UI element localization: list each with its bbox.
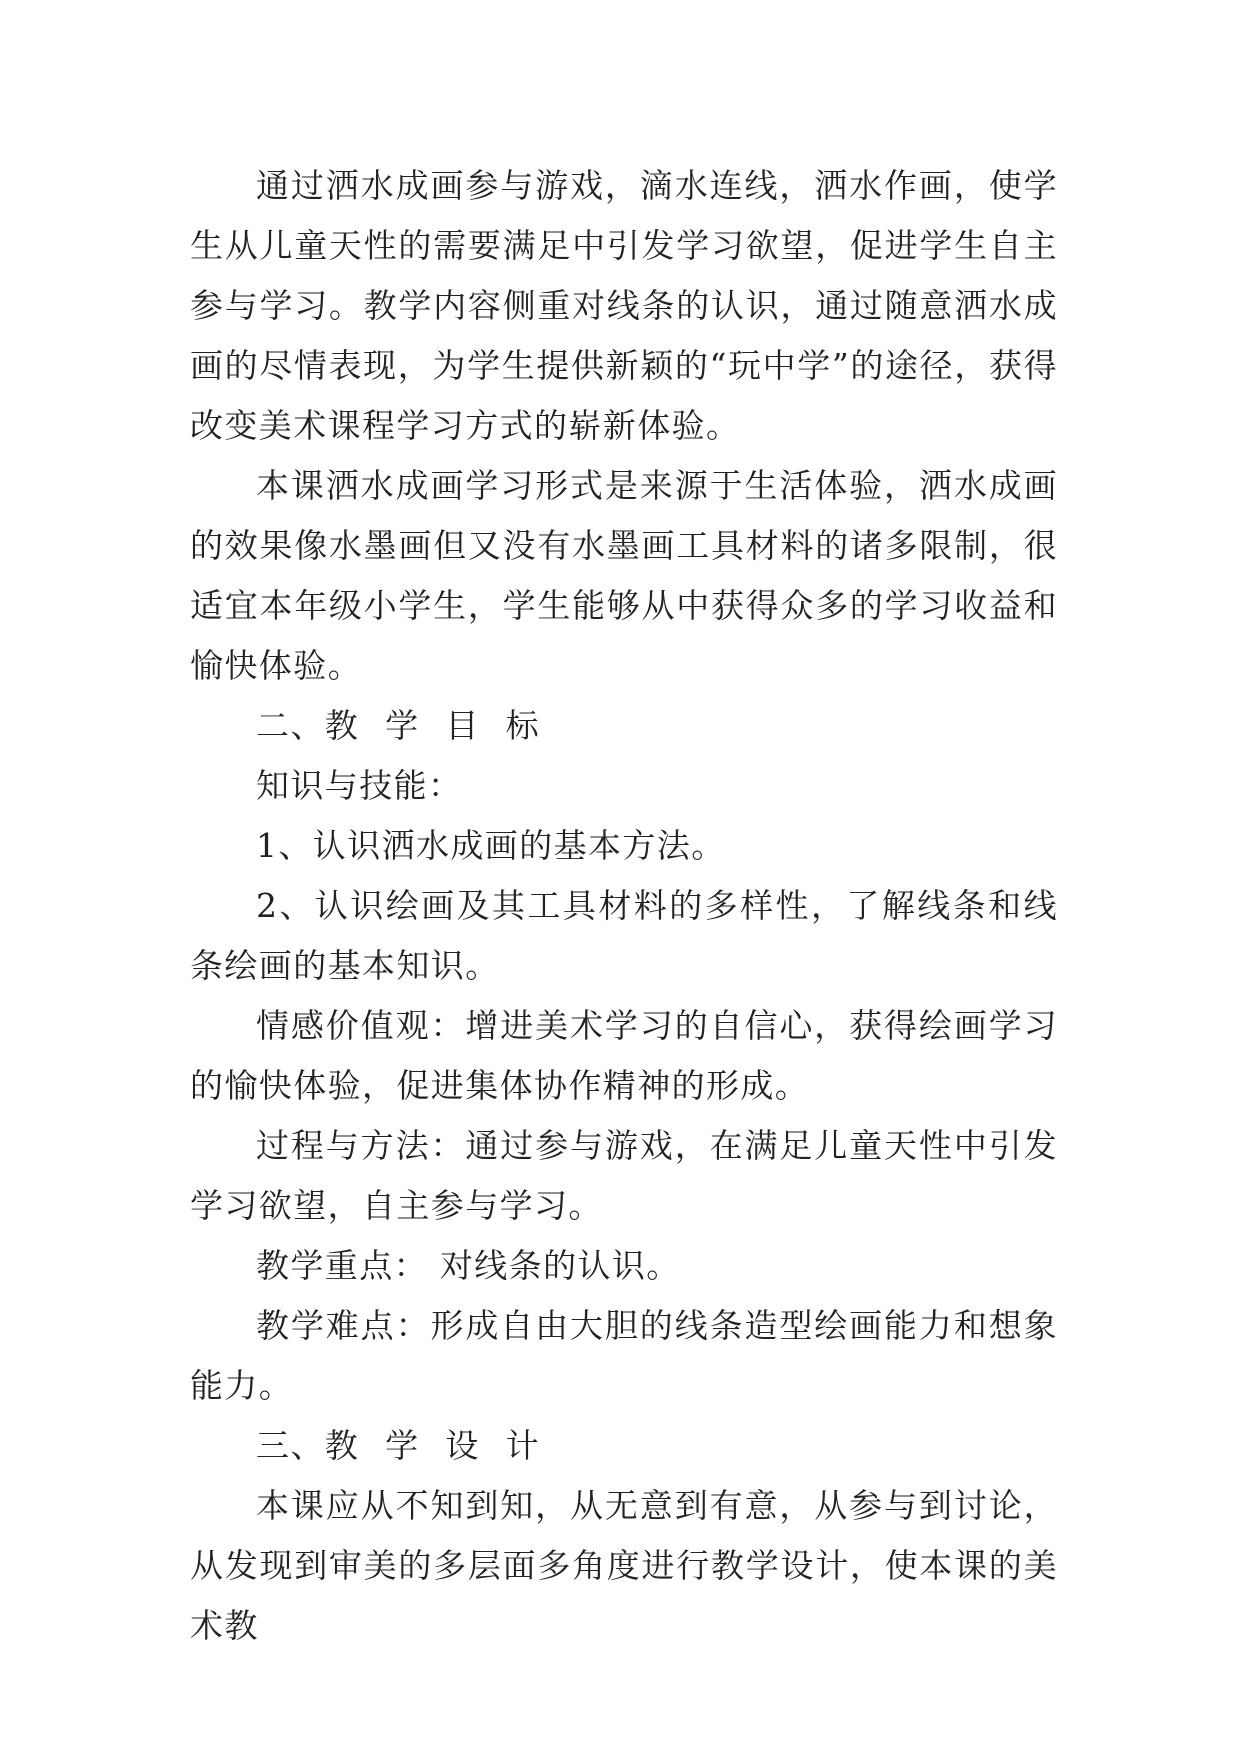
paragraph-goal-2: 2、认识绘画及其工具材料的多样性，了解线条和线条绘画的基本知识。	[190, 886, 1058, 985]
paragraph-emotion-values: 情感价值观：增进美术学习的自信心，获得绘画学习的愉快体验，促进集体协作精神的形成。	[190, 1006, 1058, 1105]
paragraph-design: 本课应从不知到知，从无意到有意，从参与到讨论，从发现到审美的多层面多角度进行教学设计，使本课的美术教	[190, 1486, 1058, 1645]
paragraph-intro-form: 本课洒水成画学习形式是来源于生活体验，洒水成画的效果像水墨画但又没有水墨画工具材料的诸多限制，很适宜本年级小学生，学生能够从中获得众多的学习收益和愉快体验。	[190, 466, 1058, 685]
document-body	[190, 156, 1058, 1656]
paragraph-key-point: 教学重点： 对线条的认识。	[256, 1246, 681, 1285]
section-heading-teaching-design: 三、教 学 设 计	[256, 1426, 541, 1465]
paragraph-goal-1: 1、认识洒水成画的基本方法。	[256, 826, 726, 865]
section-heading-teaching-goals: 二、教 学 目 标	[256, 706, 541, 745]
paragraph-knowledge-label: 知识与技能：	[256, 766, 463, 805]
paragraph-difficulty: 教学难点：形成自由大胆的线条造型绘画能力和想象能力。	[190, 1306, 1058, 1405]
paragraph-process-methods: 过程与方法：通过参与游戏，在满足儿童天性中引发学习欲望，自主参与学习。	[190, 1126, 1058, 1225]
paragraph-intro-purpose: 通过洒水成画参与游戏，滴水连线，洒水作画，使学生从儿童天性的需要满足中引发学习欲望，促进学生自主参与学习。教学内容侧重对线条的认识，通过随意洒水成画的尽情表现，为学生提供新颖的“玩中学”的途径，获得改变美术课程学习方式的崭新体验。	[190, 166, 1058, 445]
